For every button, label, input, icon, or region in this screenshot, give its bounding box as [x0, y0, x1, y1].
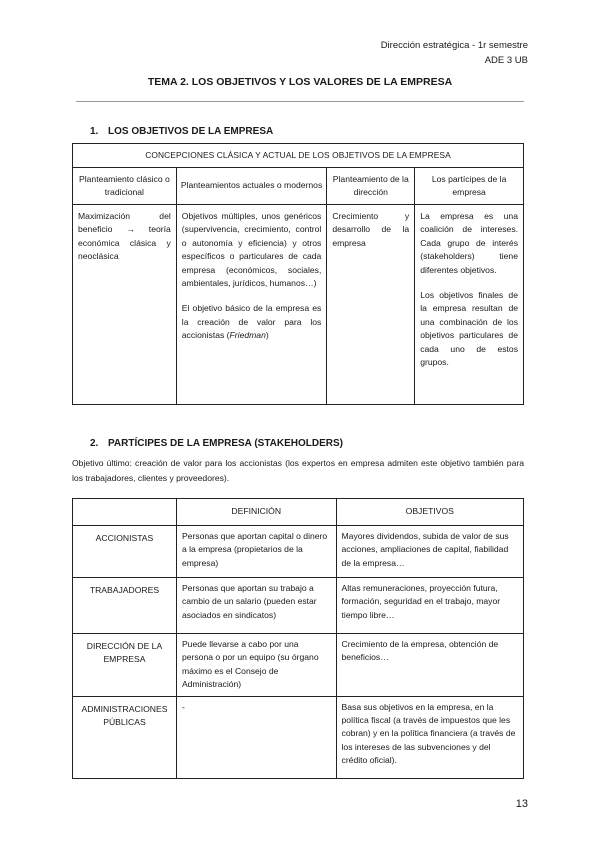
- section2-heading: [90, 438, 343, 449]
- modern-paragraph-2: El objetivo básico de la empresa es la creación de valor para los accionistas (Friedman): [181, 303, 322, 341]
- header-definition: DEFINICIÓN: [176, 499, 336, 526]
- role-cell: DIRECCIÓN DE LA EMPRESA: [73, 634, 177, 697]
- page-title: TEMA 2. LOS OBJETIVOS Y LOS VALORES DE LA EMPRESA: [147, 76, 453, 88]
- definition-cell: -: [176, 696, 336, 778]
- objectives-cell: Mayores dividendos, subida de valor de sus acciones, ampliaciones de capital, fiabilidad de la empresa…: [336, 526, 523, 578]
- modern-paragraph-1: Objetivos múltiples, unos genéricos (supervivencia, crecimiento, control o autonomía y eficiencia) y otros específicos o particulares de cada empresa (económicos, sociales, ambientales, jurídicos, humanos…): [181, 211, 322, 289]
- table-row: [73, 696, 524, 778]
- objectives-table: [72, 143, 524, 405]
- page-header: [381, 38, 528, 68]
- author-citation: Friedman: [229, 330, 266, 341]
- modern-paragraph-2-text: El objetivo básico de la empresa es la creación de valor para los accionistas: [181, 303, 322, 341]
- header-modern: Planteamientos actuales o modernos: [176, 168, 327, 205]
- role-cell: TRABAJADORES: [73, 578, 177, 634]
- header-stakeholders: Los partícipes de la empresa: [415, 168, 524, 205]
- table-row: [73, 578, 524, 634]
- section2-title: PARTÍCIPES DE LA EMPRESA (STAKEHOLDERS): [108, 438, 344, 449]
- stakeholders-table: [72, 498, 524, 779]
- cell-classic: Maximización del beneficio → teoría económica clásica y neoclásica: [73, 205, 177, 405]
- page-number: 13: [515, 798, 528, 810]
- definition-cell: Personas que aportan capital o dinero a la empresa (propietarios de la empresa): [176, 526, 336, 578]
- objectives-cell: Crecimiento de la empresa, obtención de beneficios…: [336, 634, 523, 697]
- header-objectives: OBJETIVOS: [336, 499, 523, 526]
- role-cell: ACCIONISTAS: [73, 526, 177, 578]
- section1-title: LOS OBJETIVOS DE LA EMPRESA: [108, 126, 274, 137]
- section1-heading: [90, 126, 273, 137]
- header-classic: Planteamiento clásico o tradicional: [73, 168, 177, 205]
- section2-intro: Objetivo último: creación de valor para los accionistas (los expertos en empresa admiten este objetivo también para los trabajadores, clientes y proveedores).: [72, 458, 524, 483]
- header-management: Planteamiento de la dirección: [327, 168, 415, 205]
- title-divider: [76, 101, 524, 102]
- objectives-cell: Basa sus objetivos en la empresa, en la política fiscal (a través de impuestos que les cobran) y en la política financiera (a través de los intereses de las subvenciones y del crédito oficial).: [336, 696, 523, 778]
- header-empty: [73, 499, 177, 526]
- group-label: ADE 3 UB: [484, 55, 528, 66]
- stakeholders-paragraph-1: La empresa es una coalición de intereses. Cada grupo de interés (stakeholders) tiene diferentes objetivos.: [420, 211, 518, 275]
- table-row: [73, 634, 524, 697]
- table-row: [73, 526, 524, 578]
- definition-cell: Puede llevarse a cabo por una persona o por un equipo (su órgano máximo es el Consejo de Administración): [176, 634, 336, 697]
- stakeholders-paragraph-2: Los objetivos finales de la empresa resultan de una combinación de los objetivos particulares de cada uno de estos grupos.: [420, 290, 518, 368]
- cell-stakeholders: [415, 205, 524, 405]
- objectives-cell: Altas remuneraciones, proyección futura, formación, seguridad en el trabajo, mayor tiempo libre…: [336, 578, 523, 634]
- course-label: Dirección estratégica - 1r semestre: [380, 40, 528, 51]
- objectives-table-caption: CONCEPCIONES CLÁSICA Y ACTUAL DE LOS OBJETIVOS DE LA EMPRESA: [73, 144, 524, 168]
- section1-number: 1.: [90, 126, 99, 137]
- section2-number: 2.: [90, 438, 99, 449]
- definition-cell: Personas que aportan su trabajo a cambio de un salario (pueden estar asociados en sindicatos): [176, 578, 336, 634]
- cell-management: Crecimiento y desarrollo de la empresa: [327, 205, 415, 405]
- role-cell: ADMINISTRACIONES PÚBLICAS: [73, 696, 177, 778]
- cell-modern: [176, 205, 327, 405]
